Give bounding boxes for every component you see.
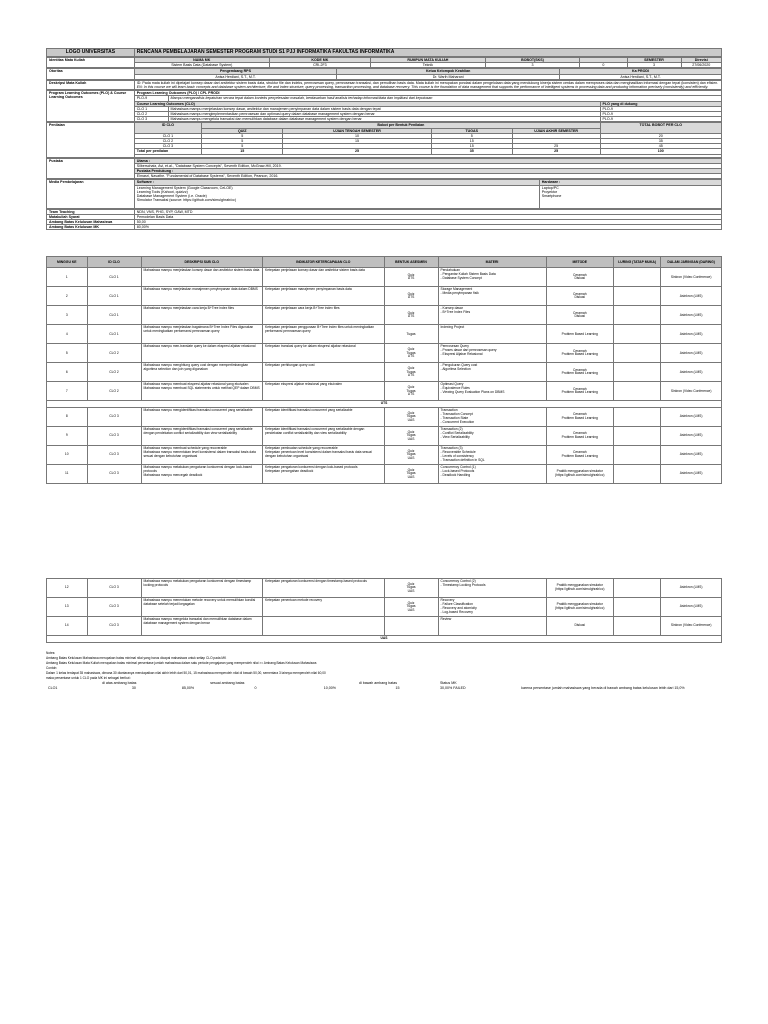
schedule-row (47, 344, 722, 363)
references-support: Elmasri, Navathe. "Fundamental of Database Systems", Seventh Edition, Pearson, 2016. (134, 174, 721, 179)
assessment-grand-total: 100 (600, 149, 722, 154)
clo-text: Mahasiswa mampu mengelola transaksi dan memulihkan database dalam database management system dengan benar (168, 117, 600, 122)
identity-label: Identitas Mata Kuliah (47, 58, 135, 68)
achievement-indicator: Ketepatan pembuatan schedule yang recoverable Ketepatan penentuan level konsistensi dalam transaksi basis data sesuai dengan kebutuhan organisasi (263, 446, 385, 465)
sub-clo-description: Mahasiswa mampu menjelaskan manajemen penyimpanan data dalam DBMS (141, 287, 263, 306)
schedule-header: INDIKATOR KETERCAPAIAN CLO (263, 257, 385, 268)
assessment-form: Quiz Tugas UAS (384, 465, 438, 484)
clo-header: Course Learning Outcomes (CLO) (134, 101, 600, 106)
assessment-form: Quiz Tugas UAS (384, 427, 438, 446)
assessment-form: Quiz Tugas UAS (384, 408, 438, 427)
method: Ceramah Problem Based Learning (546, 344, 614, 363)
identity-col: BOBOT(SKS) (485, 58, 580, 63)
week-number: 6 (47, 363, 88, 382)
schedule-header: DALAM JARINGAN (DARING) (661, 257, 722, 268)
rps-header-table (46, 48, 722, 57)
student-threshold-label: Ambang Batas Kelulusan Mahasiswa (47, 220, 135, 225)
assessment-form: Quiz Tugas UAS (384, 446, 438, 465)
course-threshold-label: Ambang Batas Kelulusan MK (47, 225, 135, 230)
offline-session (614, 579, 661, 598)
identity-value: CRI-2F3 (269, 63, 370, 68)
online-session: Asinkron (LMS) (661, 598, 722, 617)
rps-document (46, 48, 722, 690)
assessment-clo: CLO 3 (134, 144, 202, 149)
sub-clo-description: Mahasiswa mampu mengidentifikasi transaksi concurrent yang serializable (141, 408, 263, 427)
identity-col: Direvisi (681, 58, 722, 63)
description-en: EN: In this course we will learn basic concepts and database system architecture, file and index structure, query processing, transaction processing, and database recovery. This course is the foundation of data management that supports the performance of intelligent systems in processing data and producing information precisely (consistently) and efficiently. (136, 85, 709, 90)
material: Transaction (2) - Conflict Serializability - View Serializability (438, 427, 546, 446)
references-main-label: Utama : (134, 158, 721, 163)
assessment-cell: 5 (202, 144, 283, 149)
achievement-indicator: Ketepatan ekspresi aljabar relasional yang ekuivalen (263, 382, 385, 401)
identity-value: Sistem Basis Data (Database System) (134, 63, 269, 68)
schedule-row (47, 306, 722, 325)
media-software-item: Simulator Transaksi (source: https://github.com/simulghrab/cc) (136, 198, 237, 203)
note-line: Notes: (46, 651, 56, 656)
notes-head: Status MK (440, 681, 457, 686)
assessment-total: 20 (600, 133, 722, 138)
assessment-total-label: Total per penilaian (134, 149, 202, 154)
week-number: 13 (47, 598, 88, 617)
plo-text: Mampu menganalisis kepatuhan secara tepat dalam konteks penyelesaian masalah, berdasarkan hasil analisis terhadap informasi/data dan implikasi dari keputusan (168, 96, 722, 101)
material: Transaction (3) - Recoverable Schedule - Levels of consistency - Transaction definition in SQL (438, 446, 546, 465)
sub-clo-description: Mahasiswa mampu melakukan pengaturan konkurensi dengan lock-based protocols Mahasiswa mampu mencegah deadlock (141, 465, 263, 484)
online-session: Sinkron (Video Conference) (661, 617, 722, 636)
team-label: Team Teaching (47, 209, 135, 214)
note-line: Contoh: (46, 666, 58, 671)
week-number: 5 (47, 344, 88, 363)
assessment-col: UJIAN AKHIR SEMESTER (512, 128, 600, 133)
assessment-cell: 15 (431, 139, 512, 144)
identity-col: SEMESTER (627, 58, 681, 63)
schedule-row (47, 579, 722, 598)
description-label: Deskripsi Mata Kuliah (47, 80, 135, 89)
week-number: 2 (47, 287, 88, 306)
references-support-label: Pustaka Pendukung : (134, 169, 721, 174)
clo-code: CLO 2 (134, 112, 168, 117)
assessment-col: QUIZ (202, 128, 283, 133)
achievement-indicator: Ketepatan identifikasi transaksi concurrent yang serializable (263, 408, 385, 427)
week-number: 1 (47, 268, 88, 287)
sub-clo-description: Mahasiswa mampu membuat ekspresi aljabar relasional yang ekuivalen Mahasiswa mampu membuat SQL statements untuk melihat QEP dalam DBMS (141, 382, 263, 401)
sub-clo-description: Mahasiswa mampu menjelaskan konsep dasar dan arsitektur sistem basis data (141, 268, 263, 287)
assessment-form (384, 617, 438, 636)
schedule-row (47, 325, 722, 344)
assessment-col-total: 15 (202, 149, 283, 154)
online-session: Sinkron (Video Conference) (661, 382, 722, 401)
media-software-item: Learning Management System (Google Classroom, CeLOE) (136, 185, 233, 190)
assessment-cell: 5 (202, 139, 283, 144)
achievement-indicator: Ketepatan penjelasan manajemen penyimpanan basis data (263, 287, 385, 306)
assessment-col-total: 25 (512, 149, 600, 154)
notes-head: sesuai ambang batas (210, 681, 245, 686)
assessment-col: TUGAS (431, 128, 512, 133)
assessment-form: Quiz UTS (384, 306, 438, 325)
clo-id: CLO 3 (87, 408, 141, 427)
media-label: Media Pembelajaran (47, 180, 135, 208)
references-label: Pustaka (47, 158, 135, 179)
media-hardware-item: Proyektor (541, 189, 558, 194)
online-session: Sinkron (Video Conference) (661, 268, 722, 287)
method: Diskusi (546, 617, 614, 636)
notes-cell: 30 (131, 685, 136, 690)
schedule-row (47, 382, 722, 401)
schedule-row (47, 363, 722, 382)
clo-id: CLO 2 (87, 382, 141, 401)
offline-session (614, 617, 661, 636)
media-table (46, 179, 722, 208)
material: Storage Management - Media penyimpanan fisik (438, 287, 546, 306)
notes-cell: 15 (395, 685, 400, 690)
team-value: NDN, VNS, PHG, SYP, GAW, MTD (134, 209, 721, 214)
achievement-indicator: Ketepatan penjelasan konsep dasar dan arsitektur sistem basis data (263, 268, 385, 287)
offline-session (614, 598, 661, 617)
university-logo: LOGO UNIVERSITAS (47, 49, 135, 57)
method: Ceramah Diskusi (546, 306, 614, 325)
notes-head: di atas ambang batas (102, 681, 137, 686)
achievement-indicator (263, 617, 385, 636)
clo-id: CLO 1 (87, 268, 141, 287)
material: Indexing Project (438, 325, 546, 344)
assessment-form: Quiz UTS (384, 268, 438, 287)
clo-plo: PLO-9 (600, 112, 722, 117)
material: Optimasi Query - Equivalence Rules - Viewing Query Evaluation Plans on DBMS (438, 382, 546, 401)
authorization-col: Ketua Kelompok Keahlian (337, 69, 560, 74)
identity-col: KODE MK (269, 58, 370, 63)
week-number: 9 (47, 427, 88, 446)
method: Praktik menggunakan simulator (https://github.com/simulghrab/cc) (546, 579, 614, 598)
schedule-row (47, 427, 722, 446)
student-threshold-value: 50,00 (134, 220, 721, 225)
clo-text: Mahasiswa mampu mengimplementasikan pemrosesan dan optimasi query dalam database management system dengan benar (168, 112, 600, 117)
identity-value: Teknik (371, 63, 486, 68)
clo-id: CLO 1 (87, 306, 141, 325)
offline-session (614, 344, 661, 363)
schedule-row (47, 598, 722, 617)
final-exam-row: UAS (47, 636, 722, 643)
clo-id: CLO 3 (87, 446, 141, 465)
week-number: 8 (47, 408, 88, 427)
misc-table (46, 209, 722, 231)
clo-code: CLO 1 (134, 106, 168, 111)
authorization-value: Anisa Herdiani, S.T., M.T. (134, 74, 337, 79)
prerequisite-value: Pemodelan Basis Data (134, 214, 721, 219)
method: Praktik menggunakan simulator (https://github.com/simulghrab/cc) (546, 598, 614, 617)
assessment-clo-header: ID CLO (134, 123, 202, 133)
online-session: Asinkron (LMS) (661, 465, 722, 484)
notes-cell: 30,00% FAILED (440, 685, 466, 690)
achievement-indicator: Ketepatan identifikasi transaksi concurrent yang serializable dengan pendekatan conflict serializability dan view serializability (263, 427, 385, 446)
assessment-col: UJIAN TENGAH SEMESTER (283, 128, 432, 133)
material: Concurrency Control (2) - Timestamp Locking Protocols (438, 579, 546, 598)
assessment-cell: 10 (283, 133, 432, 138)
achievement-indicator: Ketepatan pengaturan konkurensi dengan lock-based protocols Ketepatan pencegahan deadlock (263, 465, 385, 484)
offline-session (614, 465, 661, 484)
sub-clo-description: Mahasiswa mampu mengidentifikasi transaksi concurrent yang serializable dengan pendekatan conflict serializability dan view serializability (141, 427, 263, 446)
notes-cell: CLO1 (48, 685, 58, 690)
week-number: 14 (47, 617, 88, 636)
note-line: Ambang Batas Kelulusan Mata Kuliah merupakan batas minimal persentase jumlah mahasiswa dalam satu periode pengajaran yang memperoleh nilai >= Ambang Batas Kelulusan Mahasiswa (46, 661, 317, 666)
clo-text: Mahasiswa mampu menjelaskan konsep dasar, arsitektur dan manajemen penyimpanan data dalam sistem basis data dengan tepat (168, 106, 600, 111)
online-session: Asinkron (LMS) (661, 408, 722, 427)
clo-id: CLO 1 (87, 287, 141, 306)
online-session: Asinkron (LMS) (661, 344, 722, 363)
material: Review (438, 617, 546, 636)
material: - Konsep dasar - B+Tree Index Files (438, 306, 546, 325)
note-line: Dalam 1 kelas terdapat 35 mahasiswa, dimana 30 diantaranya mendapatkan nilai akhir lebih dari 50,01, 15 mahasiswa memperoleh nilai di bawah 50,00, sementara 3 lainnya memperoleh nilai 60,00 (46, 671, 326, 676)
schedule-row (47, 617, 722, 636)
note-line: Ambang Batas Kelulusan Mahasiswa merupakan batas minimal nilai yang harus dicapai mahasiswa untuk setiap CLO pada MK (46, 656, 227, 661)
sub-clo-description: Mahasiswa mampu menentukan metode recovery untuk memulihkan kondisi database setelah terjadi kegagalan (141, 598, 263, 617)
schedule-row (47, 268, 722, 287)
schedule-header: MINGGU KE (47, 257, 88, 268)
offline-session (614, 306, 661, 325)
week-number: 7 (47, 382, 88, 401)
sub-clo-description: Mahasiswa mampu menjelaskan bagaimana B+Tree Index Files digunakan untuk meningkatkan performansi pemrosesan query (141, 325, 263, 344)
clo-id: CLO 3 (87, 465, 141, 484)
week-number: 11 (47, 465, 88, 484)
clo-id: CLO 3 (87, 579, 141, 598)
clo-plo: PLO-9 (600, 117, 722, 122)
weekly-schedule-table (46, 256, 722, 643)
document-title: RENCANA PEMBELAJARAN SEMESTER PROGRAM STUDI S1 PJJ INFORMATIKA FAKULTAS INFORMATIKA (134, 49, 721, 57)
media-hardware-item: Laptop/PC (541, 185, 559, 190)
offline-session (614, 268, 661, 287)
plo-header: Program Learning Outcomes (PLO) / CPL PRODI (134, 91, 721, 96)
offline-session (614, 427, 661, 446)
schedule-header: LURING (TATAP MUKA) (614, 257, 661, 268)
online-session: Asinkron (LMS) (661, 363, 722, 382)
sub-clo-description: Mahasiswa mampu membuat schedule yang recoverable Mahasiswa mampu menentukan level konsistensi dalam transaksi basis data sesuai dengan kebutuhan organisasi (141, 446, 263, 465)
identity-col: RUMPUN MATA KULIAH (371, 58, 486, 63)
schedule-row (47, 287, 722, 306)
assessment-form: Quiz Tugas UAS (384, 598, 438, 617)
achievement-indicator: Ketepatan penentuan metode recovery (263, 598, 385, 617)
material: Recovery - Failure Classification - Recovery and atomicity - Log-based Recovery (438, 598, 546, 617)
notes-head: di bawah ambang batas (358, 681, 398, 686)
assessment-total: 45 (600, 144, 722, 149)
method: Ceramah Diskusi (546, 287, 614, 306)
authorization-col: Pengembang RPS (134, 69, 337, 74)
assessment-cell: 5 (202, 133, 283, 138)
description-table (46, 80, 722, 90)
authorization-value: Dr. Warih Maharani (337, 74, 560, 79)
plo-clo-table (46, 90, 722, 122)
week-number: 12 (47, 579, 88, 598)
week-number: 4 (47, 325, 88, 344)
assessment-col-total: 25 (283, 149, 432, 154)
description-id: ID: Pada mata kuliah ini dipelajari konsep dasar dari arsitektur sistem basis data, struktur file dan indeks, pemrosesan query, pemrosesan transaksi, dan pemulihan basis data. Mata kuliah ini merupakan pondasi dalam pengelolaan data yang mendukung kinerja sistem cerdas dalam memproses data dan menghasilkan informasi dengan tepat (konsisten) dan efisien. (136, 80, 719, 85)
assessment-col-total: 35 (431, 149, 512, 154)
online-session: Asinkron (LMS) (661, 306, 722, 325)
notes-cell: karena persentase jumlah mahasiswa yang berada di bawah ambang batas kelulusan lebih dari 15,0% (521, 685, 685, 690)
material: - Pengukuran Query cost - Algoritma Selection (438, 363, 546, 382)
notes-cell: 85,00% (181, 685, 195, 690)
assessment-total: 35 (600, 139, 722, 144)
clo-id: CLO 2 (87, 363, 141, 382)
schedule-row (47, 408, 722, 427)
online-session: Asinkron (LMS) (661, 287, 722, 306)
achievement-indicator: Ketepatan pengaturan konkurensi dengan timestamp-based protocols (263, 579, 385, 598)
material: Transaction - Transaction Concept - Transaction State - Concurrent Execution (438, 408, 546, 427)
assessment-total-header: TOTAL BOBOT PER CLO (600, 123, 722, 133)
clo-id: CLO 3 (87, 427, 141, 446)
achievement-indicator: Ketepatan penjelasan cara kerja B+Tree index files (263, 306, 385, 325)
online-session: Asinkron (LMS) (661, 325, 722, 344)
identity-value: 0 (580, 63, 627, 68)
identity-col: NAMA MK (134, 58, 269, 63)
schedule-header: DESKRIPSI SUB CLO (141, 257, 263, 268)
schedule-header: METODE (546, 257, 614, 268)
notes-cell: 10,00% (323, 685, 336, 690)
identity-value: 27/06/2020 (681, 63, 722, 68)
assessment-table (46, 122, 722, 157)
assessment-clo: CLO 2 (134, 139, 202, 144)
media-software-item: Learning Tools (Kahoot, quizizz) (136, 189, 188, 194)
online-session: Asinkron (LMS) (661, 427, 722, 446)
assessment-weight-header: Bobot per Bentuk Penilaian (202, 123, 600, 128)
media-software-item: Database Management System (i.e. Oracle) (136, 194, 207, 199)
clo-id: CLO 3 (87, 617, 141, 636)
clo-id: CLO 2 (87, 344, 141, 363)
schedule-row (47, 446, 722, 465)
week-number: 10 (47, 446, 88, 465)
authorization-label: Otoritas (47, 69, 135, 79)
method: Ceramah Problem Based Learning (546, 446, 614, 465)
note-line: maka persentase untuk 1 CLO pada MK ini sebagai berikut : (46, 676, 132, 681)
assessment-form: Quiz Tugas UTS (384, 344, 438, 363)
sub-clo-description: Mahasiswa mampu menjelaskan cara kerja B+Tree index files (141, 306, 263, 325)
media-hardware-item: Smartphone (541, 194, 562, 199)
offline-session (614, 408, 661, 427)
clo-plo: PLO-9 (600, 106, 722, 111)
prerequisite-label: Matakuliah Syarat (47, 214, 135, 219)
offline-session (614, 325, 661, 344)
method: Ceramah Diskusi (546, 268, 614, 287)
clo-code: CLO 3 (134, 117, 168, 122)
method: Ceramah Problem Based Learning (546, 408, 614, 427)
assessment-label: Penilaian (47, 123, 135, 157)
offline-session (614, 363, 661, 382)
midterm-row: UTS (47, 401, 722, 408)
media-software-label: Software : (134, 180, 539, 185)
schedule-row (47, 465, 722, 484)
identity-value: 3 (485, 63, 580, 68)
notes-example-table (46, 681, 722, 689)
assessment-form: Quiz Tugas UAS (384, 579, 438, 598)
authorization-table (46, 68, 722, 79)
clo-plo-header: PLO yang di dukung (600, 101, 722, 106)
achievement-indicator: Ketepatan perhitungan query cost (263, 363, 385, 382)
assessment-cell: 25 (512, 144, 600, 149)
references-main: Silberschatz, Avi, et.al., "Database System Concepts", Seventh Edition, McGraw-Hill, 2019. (134, 163, 721, 168)
sub-clo-description: Mahasiswa mampu menghitung query cost dengan mempertimbangkan algoritma selection dan join yang digunakan (141, 363, 263, 382)
method: Ceramah Problem Based Learning (546, 363, 614, 382)
assessment-clo: CLO 1 (134, 133, 202, 138)
authorization-col: Ka PRODI (560, 69, 722, 74)
method: Ceramah Problem Based Learning (546, 382, 614, 401)
clo-id: CLO 1 (87, 325, 141, 344)
media-hardware-label: Hardware : (539, 180, 721, 185)
material: Pendahuluan - Pengantar Kuliah Sistem Basis Data - Database System Concept (438, 268, 546, 287)
achievement-indicator: Ketepatan translasi query ke dalam ekspresi aljabar relasional (263, 344, 385, 363)
sub-clo-description: Mahasiswa mampu melakukan pengaturan konkurensi dengan timestamp locking protocols (141, 579, 263, 598)
assessment-form: Quiz Tugas UTS (384, 382, 438, 401)
assessment-cell: 15 (283, 139, 432, 144)
identity-value: 3 (627, 63, 681, 68)
offline-session (614, 287, 661, 306)
method: Problem Based Learning (546, 325, 614, 344)
plo-label: Program Learning Outcomes (PLO) & Course Learning Outcomes (47, 91, 135, 122)
references-table (46, 158, 722, 180)
schedule-header: ID CLO (87, 257, 141, 268)
notes-section (46, 651, 722, 689)
schedule-header: MATERI (438, 257, 546, 268)
notes-cell: 0 (254, 685, 257, 690)
identity-table (46, 57, 722, 68)
assessment-cell: 15 (431, 144, 512, 149)
offline-session (614, 446, 661, 465)
sub-clo-description: Mahasiswa mampu men-translate query ke dalam ekspresi aljabar relasional (141, 344, 263, 363)
method: Praktik menggunakan simulator (https://github.com/simulghrab/cc) (546, 465, 614, 484)
offline-session (614, 382, 661, 401)
assessment-form: Tugas (384, 325, 438, 344)
assessment-form: Quiz Tugas UTS (384, 363, 438, 382)
method: Ceramah Problem Based Learning (546, 427, 614, 446)
authorization-value: Anisa Herdiani, S.T., M.T. (560, 74, 722, 79)
achievement-indicator: Ketepatan penjelasan penggunaan B+Tree Index files untuk meningkatkan performansi pemrosesan query (263, 325, 385, 344)
material: Concurrency Control (1) - Lock-based Protocols - Deadlock Handling (438, 465, 546, 484)
week-number: 3 (47, 306, 88, 325)
sub-clo-description: Mahasiswa mampu mengelola transaksi dan memulihkan database dalam database management system dengan benar (141, 617, 263, 636)
course-threshold-value: 80,00% (134, 225, 721, 230)
clo-id: CLO 3 (87, 598, 141, 617)
schedule-header: BENTUK ASESMEN (384, 257, 438, 268)
plo-code: PLO-9 (134, 96, 168, 101)
online-session: Asinkron (LMS) (661, 579, 722, 598)
assessment-cell: 5 (431, 133, 512, 138)
online-session: Asinkron (LMS) (661, 446, 722, 465)
material: Pemrosesan Query - Proses dasar dari pemrosesan query - Ekspresi Aljabar Relasional (438, 344, 546, 363)
assessment-form: Quiz UTS (384, 287, 438, 306)
